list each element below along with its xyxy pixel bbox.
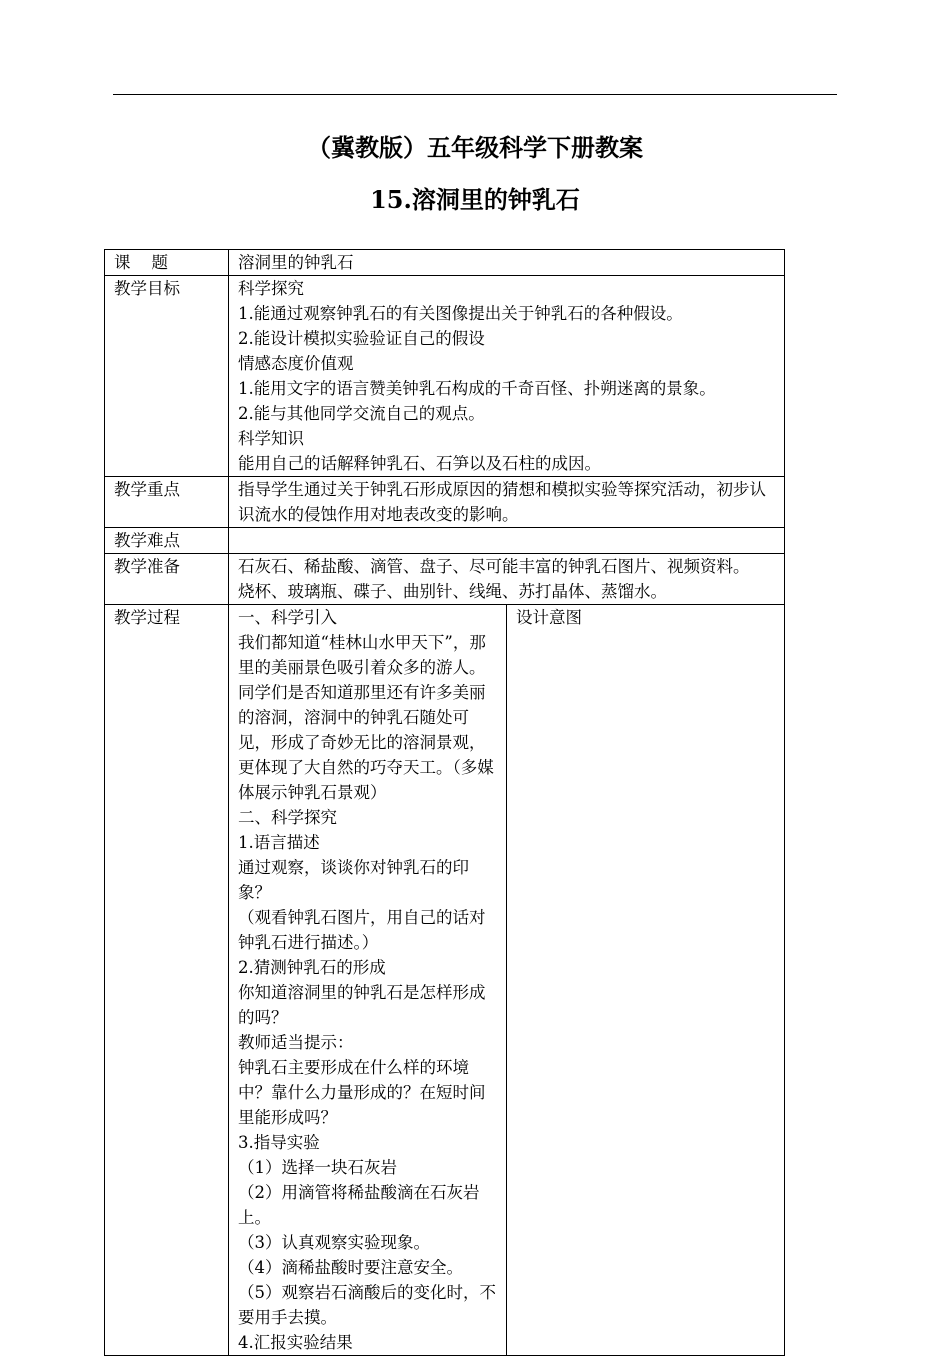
lesson-title: 15.溶洞里的钟乳石: [370, 185, 580, 214]
process-label: 教学过程: [105, 605, 229, 1356]
goals-line: 1.能用文字的语言赞美钟乳石构成的千奇百怪、扑朔迷离的景象。: [238, 379, 716, 398]
process-line: （5）观察岩石滴酸后的变化时，不要用手去摸。: [238, 1283, 496, 1327]
goals-line: 2.能设计模拟实验验证自己的假设: [238, 329, 485, 348]
preparation-label: 教学准备: [105, 554, 229, 605]
process-line: 钟乳石主要形成在什么样的环境中？靠什么力量形成的？在短时间里能形成吗？: [238, 1058, 486, 1127]
process-line: （2）用滴管将稀盐酸滴在石灰岩上。: [238, 1183, 480, 1227]
goals-label: 教学目标: [105, 276, 229, 477]
topic-value: 溶洞里的钟乳石: [229, 250, 785, 276]
topic-label-cell: [105, 250, 229, 276]
goals-line: 情感态度价值观: [238, 354, 354, 373]
difficulties-label: 教学难点: [105, 528, 229, 554]
preparation-line: 烧杯、玻璃瓶、碟子、曲别针、线绳、苏打晶体、蒸馏水。: [238, 582, 667, 601]
goals-line: 科学知识: [238, 429, 304, 448]
goals-line: 能用自己的话解释钟乳石、石笋以及石柱的成因。: [238, 454, 601, 473]
preparation-line: 石灰石、稀盐酸、滴管、盘子、尽可能丰富的钟乳石图片、视频资料。: [238, 557, 750, 576]
process-line: 你知道溶洞里的钟乳石是怎样形成的吗？: [238, 983, 486, 1027]
process-line: （4）滴稀盐酸时要注意安全。: [238, 1258, 463, 1277]
process-line: 一、科学引入: [238, 608, 337, 627]
row-preparation: [105, 554, 785, 605]
design-intent-label: 设计意图: [516, 608, 582, 627]
lesson-plan-table: [104, 249, 785, 1356]
topic-label: 课 题: [114, 253, 168, 272]
difficulties-value: [229, 528, 785, 554]
process-line: 4.汇报实验结果: [238, 1333, 353, 1352]
design-intent-cell: [507, 605, 785, 1356]
row-process: [105, 605, 785, 1356]
row-difficulties: [105, 528, 785, 554]
document-title: （冀教版）五年级科学下册教案: [307, 133, 643, 162]
goals-line: 科学探究: [238, 279, 304, 298]
row-key-points: [105, 477, 785, 528]
key-points-value: 指导学生通过关于钟乳石形成原因的猜想和模拟实验等探究活动，初步认识流水的侵蚀作用对地表改变的影响。: [229, 477, 785, 528]
row-topic: [105, 250, 785, 276]
header-rule: [113, 94, 837, 95]
process-line: 3.指导实验: [238, 1133, 320, 1152]
process-line: （1）选择一块石灰岩: [238, 1158, 397, 1177]
process-line: 我们都知道“桂林山水甲天下”，那里的美丽景色吸引着众多的游人。同学们是否知道那里还有许多美丽的溶洞，溶洞中的钟乳石随处可见，形成了奇妙无比的溶洞景观，更体现了大自然的巧夺天工。（多媒体展示钟乳石景观）: [238, 633, 494, 802]
goals-line: 1.能通过观察钟乳石的有关图像提出关于钟乳石的各种假设。: [238, 304, 683, 323]
process-line: 二、科学探究: [238, 808, 337, 827]
row-goals: [105, 276, 785, 477]
goals-line: 2.能与其他同学交流自己的观点。: [238, 404, 485, 423]
process-cell: [229, 605, 507, 1356]
process-line: （3）认真观察实验现象。: [238, 1233, 430, 1252]
process-line: 2.猜测钟乳石的形成: [238, 958, 386, 977]
goals-cell: [229, 276, 785, 477]
process-line: （观看钟乳石图片，用自己的话对钟乳石进行描述。）: [238, 908, 486, 952]
process-line: 教师适当提示：: [238, 1033, 354, 1052]
process-line: 通过观察，谈谈你对钟乳石的印象？: [238, 858, 469, 902]
key-points-label: 教学重点: [105, 477, 229, 528]
process-line: 1.语言描述: [238, 833, 320, 852]
preparation-cell: [229, 554, 785, 605]
